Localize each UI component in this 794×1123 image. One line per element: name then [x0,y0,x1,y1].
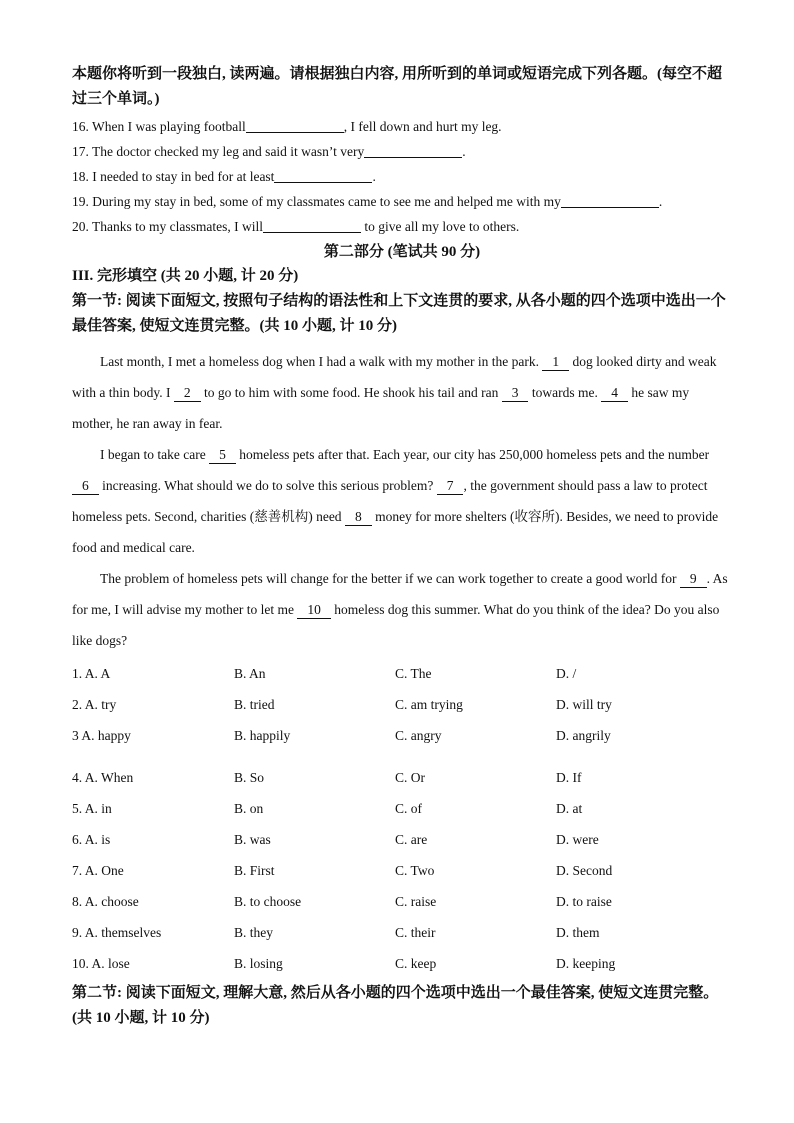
option-c[interactable]: C. angry [395,728,442,743]
passage-text: . As for me, I will advise my mother to let me [72,571,728,617]
passage-paragraph-1 [72,346,732,439]
option-a[interactable]: 6. A. is [72,832,111,847]
option-a[interactable]: 7. A. One [72,863,124,878]
option-d[interactable]: D. were [556,832,599,847]
blank-3: 3 [502,385,529,402]
option-d[interactable]: D. at [556,801,583,816]
option-a[interactable]: 5. A. in [72,801,112,816]
item-text: 17. The doctor checked my leg and said it wasn’t very [72,144,365,159]
option-d[interactable]: D. to raise [556,894,612,909]
option-d[interactable]: D. keeping [556,956,616,971]
passage-text: I began to take care [100,447,210,462]
option-d[interactable]: D. them [556,925,600,940]
answer-blank-16[interactable] [246,117,344,133]
passage-text: to go to him with some food. He shook his tail and ran [200,385,502,400]
option-a[interactable]: 2. A. try [72,697,117,712]
option-b[interactable]: B. happily [234,728,291,743]
blank-4: 4 [601,385,628,402]
option-row-7 [72,855,732,886]
option-row-6 [72,824,732,855]
options-list [72,658,732,979]
blank-10: 10 [297,602,331,619]
item-text: 18. I needed to stay in bed for at least [72,169,275,184]
option-b[interactable]: B. So [234,770,265,785]
answer-blank-18[interactable] [274,167,372,183]
exam-page [72,0,732,1031]
passage-text: The problem of homeless pets will change for the better if we can work together to create a good world for [100,571,680,586]
answer-blank-17[interactable] [364,142,462,158]
blank-5: 5 [209,447,236,464]
blank-6: 6 [72,478,99,495]
listening-instruction: 本题你将听到一段独白, 读两遍。请根据独白内容, 用所听到的单词或短语完成下列各题。(每空不超过三个单词。) [72,66,722,107]
option-row-5 [72,793,732,824]
item-text: , I fell down and hurt my leg. [343,119,502,134]
option-c[interactable]: C. am trying [395,697,463,712]
item-text: to give all my love to others. [360,219,520,234]
listening-item-17 [72,139,732,164]
option-a[interactable]: 10. A. lose [72,956,130,971]
item-text: 19. During my stay in bed, some of my classmates came to see me and helped me with my [72,194,561,209]
option-c[interactable]: C. Two [395,863,435,878]
passage-text: towards me. [528,385,602,400]
option-row-9 [72,917,732,948]
option-row-8 [72,886,732,917]
option-b[interactable]: B. losing [234,956,283,971]
option-a[interactable]: 4. A. When [72,770,134,785]
option-b[interactable]: B. tried [234,697,275,712]
listening-item-18 [72,164,732,189]
answer-blank-20[interactable] [263,217,361,233]
passage-paragraph-3 [72,563,732,656]
passage-text: money for more shelters (收容所). Besides, we need to provide food and medical care. [72,509,719,555]
option-b[interactable]: B. First [234,863,275,878]
option-row-4 [72,762,732,793]
option-b[interactable]: B. was [234,832,271,847]
item-text: 20. Thanks to my classmates, I will [72,219,263,234]
option-c[interactable]: C. keep [395,956,437,971]
passage-text: dog looked dirty and weak with a thin body. I [72,354,717,400]
option-d[interactable]: D. angrily [556,728,611,743]
item-text: . [658,194,663,209]
option-b[interactable]: B. on [234,801,264,816]
passage-text: Last month, I met a homeless dog when I had a walk with my mother in the park. [100,354,543,369]
option-c[interactable]: C. The [395,666,432,681]
option-d[interactable]: D. If [556,770,582,785]
item-text: 16. When I was playing football [72,119,246,134]
item-text: . [462,144,466,159]
item-text: . [372,169,376,184]
passage-text: , the government should pass a law to protect homeless pets. Second, charities (慈善机构) need [72,478,708,524]
option-d[interactable]: D. Second [556,863,613,878]
option-row-2 [72,689,732,720]
option-row-10 [72,948,732,979]
blank-1: 1 [542,354,569,371]
listening-item-20 [72,214,732,239]
passage-paragraph-2 [72,439,732,563]
option-d[interactable]: D. will try [556,697,612,712]
option-a[interactable]: 3 A. happy [72,728,131,743]
option-a[interactable]: 8. A. choose [72,894,139,909]
option-a[interactable]: 1. A. A [72,666,111,681]
option-c[interactable]: C. are [395,832,428,847]
option-c[interactable]: C. raise [395,894,437,909]
part-title: 第二部分 (笔试共 90 分) [323,244,481,260]
option-a[interactable]: 9. A. themselves [72,925,162,940]
subsection-1-instruction: 第一节: 阅读下面短文, 按照句子结构的语法性和上下文连贯的要求, 从各小题的四个选项中选出一个最佳答案, 使短文连贯完整。(共 10 小题, 计 10 分) [72,293,726,334]
answer-blank-19[interactable] [561,192,659,208]
cloze-passage [72,346,732,656]
passage-text: increasing. What should we do to solve this serious problem? [98,478,437,493]
listening-item-16 [72,114,732,139]
passage-text: homeless pets after that. Each year, our city has 250,000 homeless pets and the number [235,447,710,462]
blank-9: 9 [680,571,707,588]
blank-2: 2 [174,385,201,402]
option-row-1 [72,658,732,689]
option-d[interactable]: D. / [556,666,577,681]
option-row-3 [72,720,732,762]
section-heading: III. 完形填空 (共 20 小题, 计 20 分) [72,268,299,284]
listening-item-19 [72,189,732,214]
option-c[interactable]: C. Or [395,770,425,785]
passage-text: homeless dog this summer. What do you think of the idea? Do you also like dogs? [72,602,720,648]
blank-8: 8 [345,509,372,526]
option-c[interactable]: C. of [395,801,422,816]
passage-text: he saw my mother, he ran away in fear. [72,385,690,431]
subsection-2-instruction: 第二节: 阅读下面短文, 理解大意, 然后从各小题的四个选项中选出一个最佳答案, 使短文连贯完整。(共 10 小题, 计 10 分) [72,985,719,1026]
option-b[interactable]: B. they [234,925,273,940]
option-b[interactable]: B. An [234,666,266,681]
listening-items [72,114,732,239]
option-b[interactable]: B. to choose [234,894,302,909]
blank-7: 7 [437,478,464,495]
option-c[interactable]: C. their [395,925,436,940]
